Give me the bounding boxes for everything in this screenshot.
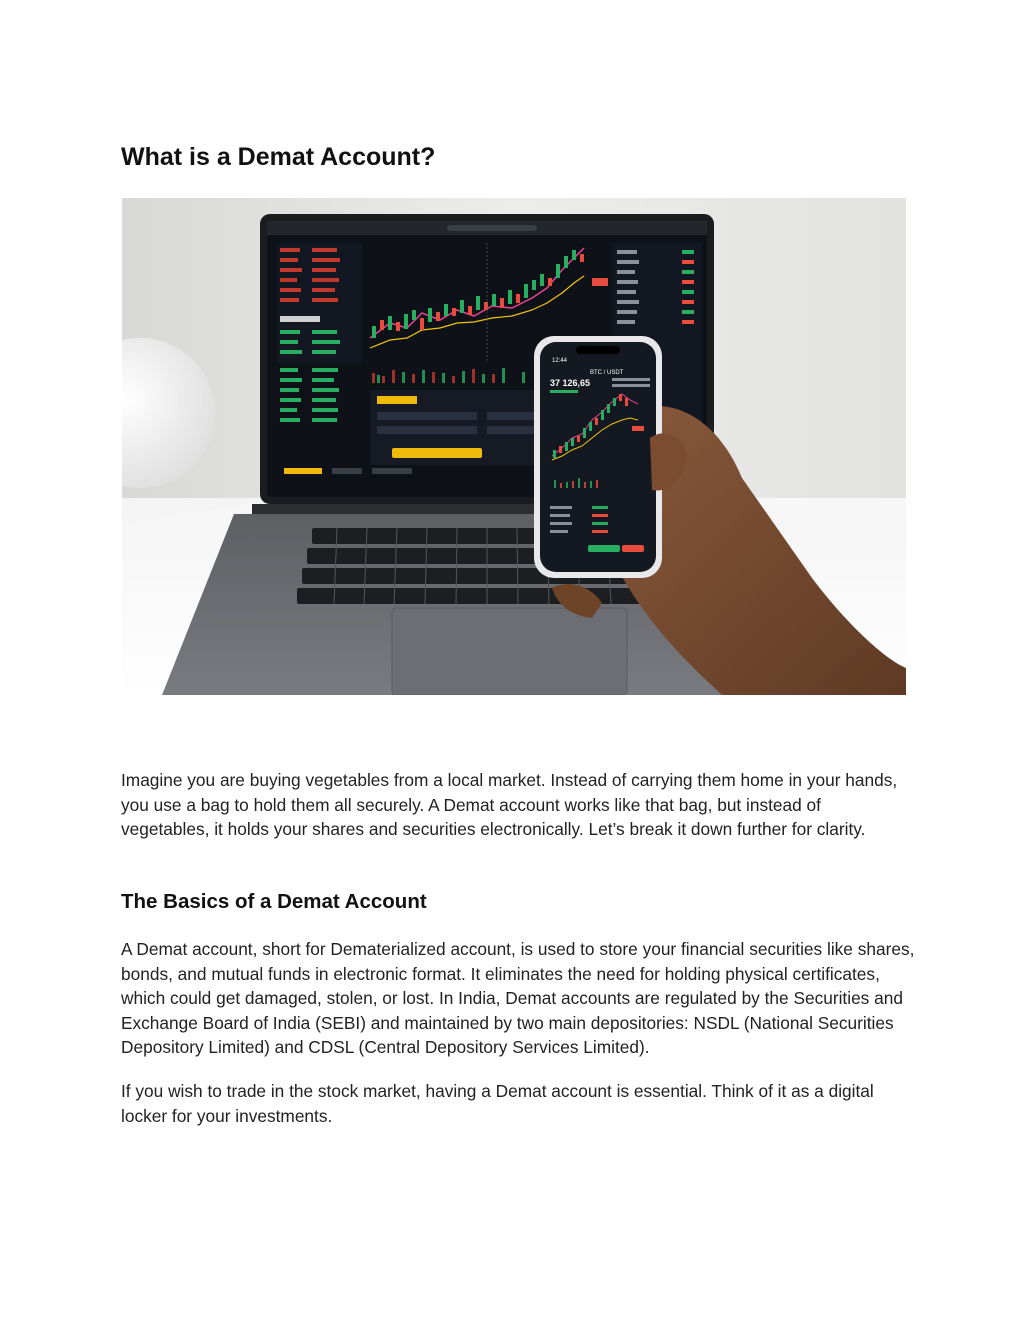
phone-time: 12:44 [552,358,568,364]
intro-paragraph: Imagine you are buying vegetables from a local market. Instead of carrying them home in your hands, you use a bag to hold them all securely. A Demat account works like that bag, but instead of vegetables, it holds your shares and securities electronically. Let’s break it down further for clarity. [121,770,898,839]
trading-laptop-phone-illustration [122,198,906,695]
basics-paragraph: A Demat account, short for Dematerialized account, is used to store your financial securities like shares, bonds, and mutual funds in electronic format. It eliminates the need for holding physical certificates, which could get damaged, stolen, or lost. In India, Demat accounts are regulated by the Securities and Exchange Board of India (SEBI) and maintained by two main depositories: NSDL (National Securities Depository Limited) and CDSL (Central Depository Services Limited). [121,939,915,1057]
hero-image [122,198,906,695]
closing-paragraph: If you wish to trade in the stock market, having a Demat account is essential. Think of it as a digital locker for your investments. [121,1081,874,1126]
phone [534,336,662,578]
phone-pair: BTC / USDT [590,370,624,376]
phone-price: 37 126,65 [550,378,591,388]
page-title: What is a Demat Account? [121,143,436,171]
section-heading: The Basics of a Demat Account [121,890,427,913]
